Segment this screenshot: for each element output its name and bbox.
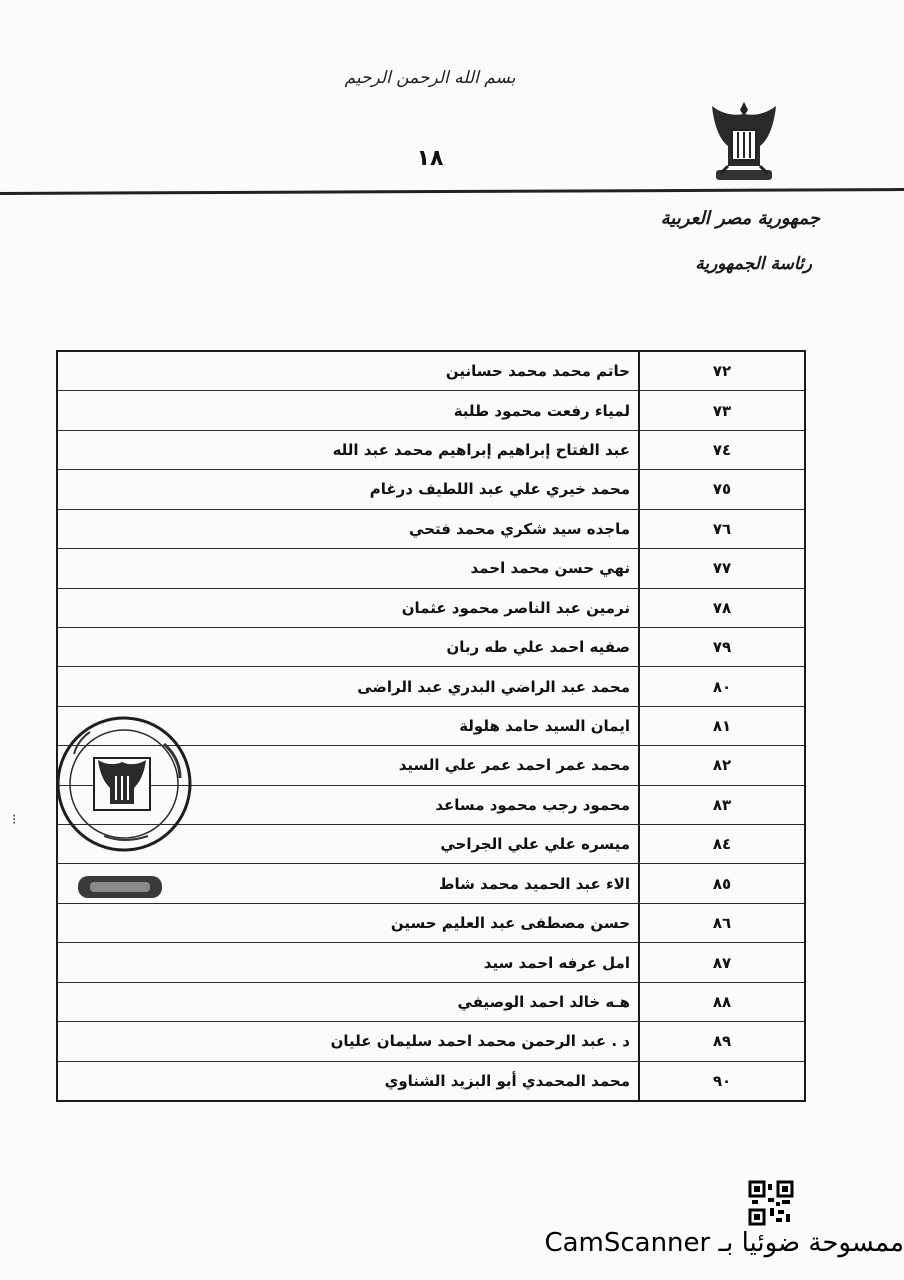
margin-mark: ⁝ — [12, 812, 17, 828]
row-name: هـه خالد احمد الوصيفي — [457, 992, 630, 1011]
row-number: ٧٣ — [638, 391, 804, 429]
row-name: محمد عمر احمد عمر علي السيد — [398, 756, 630, 775]
row-name: ايمان السيد حامد هلولة — [459, 717, 630, 735]
table-row — [58, 352, 804, 391]
row-name: امل عرفه احمد سيد — [483, 953, 630, 972]
table-row — [58, 904, 804, 943]
row-name: ماجده سيد شكري محمد فتحي — [409, 519, 630, 538]
table-row — [58, 628, 804, 667]
row-number: ٨٥ — [638, 864, 804, 902]
row-name: محمود رجب محمود مساعد — [435, 795, 630, 814]
row-name: محمد عبد الراضي البدري عبد الراضى — [357, 677, 630, 696]
row-number: ٨٣ — [638, 786, 804, 824]
row-name: عبد الفتاح إبراهيم إبراهيم محمد عبد الله — [332, 441, 630, 460]
row-name: لمياء رفعت محمود طلبة — [453, 401, 630, 420]
row-name: د . عبد الرحمن محمد احمد سليمان عليان — [330, 1032, 630, 1051]
row-number: ٨٦ — [638, 904, 804, 942]
official-seal-icon — [44, 714, 202, 854]
table-row — [58, 667, 804, 706]
row-name: ميسره علي علي الجراحي — [440, 835, 630, 854]
row-number: ٩٠ — [638, 1062, 804, 1100]
table-row — [58, 943, 804, 982]
row-number: ٧٤ — [638, 431, 804, 469]
table-row — [58, 431, 804, 470]
row-name: حسن مصطفى عبد العليم حسين — [390, 914, 630, 933]
table-row — [58, 983, 804, 1022]
presidency-title: رئاسة الجمهورية — [695, 254, 812, 274]
qr-code-icon — [748, 1180, 794, 1226]
row-number: ٨٠ — [638, 667, 804, 705]
row-number: ٨٩ — [638, 1022, 804, 1060]
row-number: ٧٩ — [638, 628, 804, 666]
row-name: الاء عبد الحميد محمد شاط — [438, 874, 630, 893]
table-row — [58, 391, 804, 430]
row-name: حاتم محمد محمد حسانين — [445, 362, 630, 381]
row-number: ٧٦ — [638, 510, 804, 548]
row-number: ٨٨ — [638, 983, 804, 1021]
row-name: محمد خيري علي عبد اللطيف درغام — [369, 480, 630, 499]
stamp-mark-icon — [76, 873, 164, 901]
table-row — [58, 1022, 804, 1061]
row-number: ٧٢ — [638, 352, 804, 390]
republic-title: جمهورية مصر العربية — [660, 208, 820, 229]
row-number: ٧٨ — [638, 589, 804, 627]
row-number: ٨١ — [638, 707, 804, 745]
page-number: ١٨ — [416, 146, 444, 171]
row-number: ٨٧ — [638, 943, 804, 981]
row-number: ٧٧ — [638, 549, 804, 587]
table-row — [58, 510, 804, 549]
basmala-heading: بسم الله الرحمن الرحيم — [344, 68, 516, 88]
row-number: ٨٢ — [638, 746, 804, 784]
table-row — [58, 864, 804, 903]
table-row — [58, 1062, 804, 1100]
table-row — [58, 589, 804, 628]
row-name: صفيه احمد علي طه ربان — [446, 638, 630, 657]
row-name: نرمين عبد الناصر محمود عثمان — [401, 598, 630, 617]
row-name: نهي حسن محمد احمد — [470, 559, 630, 578]
row-name: محمد المحمدي أبو البزيد الشناوي — [384, 1071, 630, 1090]
row-number: ٨٤ — [638, 825, 804, 863]
row-number: ٧٥ — [638, 470, 804, 508]
eagle-emblem-icon — [704, 96, 784, 192]
scanner-watermark: ممسوحة ضوئيا بـ CamScanner — [544, 1228, 904, 1258]
table-row — [58, 470, 804, 509]
table-row — [58, 549, 804, 588]
